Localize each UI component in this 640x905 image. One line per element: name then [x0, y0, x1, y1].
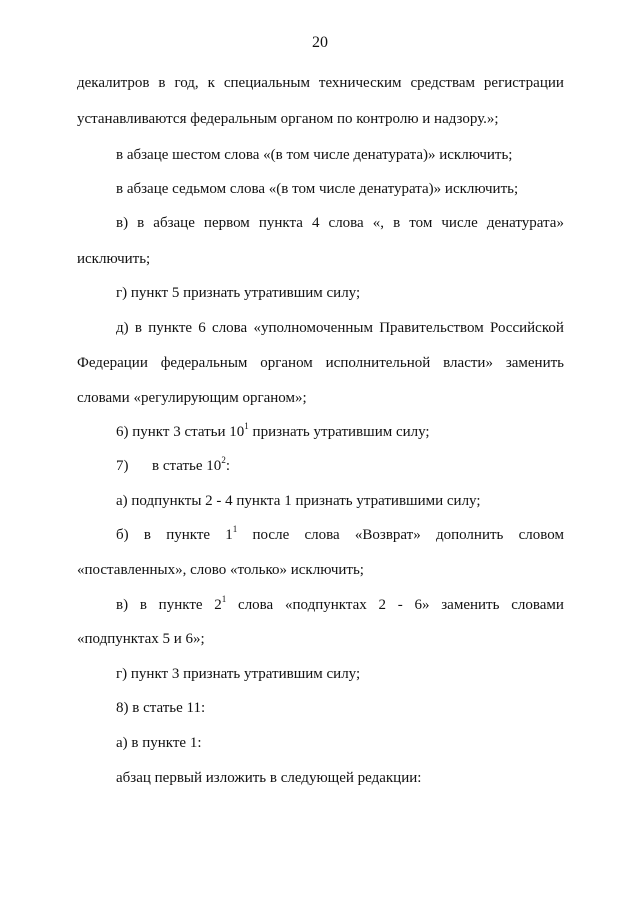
word: слова: [304, 527, 340, 543]
word: органом: [260, 355, 313, 371]
word: заменить: [505, 355, 564, 371]
line-12-number: 7): [116, 458, 129, 474]
word: слова: [238, 597, 274, 613]
word: год,: [174, 75, 199, 91]
word: б): [116, 527, 129, 543]
text-line-12: [116, 456, 129, 476]
word: «,: [372, 215, 385, 231]
text-line-4: в абзаце седьмом слова «(в том числе денатурата)» исключить;: [116, 181, 519, 197]
text-line-2: устанавливаются федеральным органом по контролю и надзору.»;: [77, 111, 499, 127]
text-line-1: [77, 73, 564, 93]
word: словом: [518, 527, 564, 543]
word: регистрации: [483, 75, 564, 91]
word: том: [409, 215, 433, 231]
word: слова: [328, 215, 364, 231]
word: средствам: [410, 75, 475, 91]
line-11-text-post: признать утратившим силу;: [248, 424, 430, 440]
word: пункта: [258, 215, 303, 231]
word: в: [137, 215, 145, 231]
word: исполнительной: [325, 355, 431, 371]
word: специальным: [223, 75, 310, 91]
word: «Возврат»: [354, 527, 421, 543]
word: власти»: [443, 355, 493, 371]
superscript: 1: [232, 524, 238, 534]
word: числе: [441, 215, 478, 231]
word: после: [252, 527, 290, 543]
word: Российской: [489, 320, 564, 336]
line-11-superscript: 1: [244, 421, 249, 431]
word: в: [143, 527, 151, 543]
word: абзаце: [153, 215, 195, 231]
word: в): [116, 215, 129, 231]
word: пункте: [166, 527, 211, 543]
line-12-superscript: 2: [221, 455, 226, 465]
word: 4: [311, 215, 320, 231]
text-line-7: г) пункт 5 признать утратившим силу;: [116, 285, 361, 301]
text-line-3: в абзаце шестом слова «(в том числе денатурата)» исключить;: [116, 147, 513, 163]
text-line-17: «подпунктах 5 и 6»;: [77, 631, 205, 647]
word: д): [116, 320, 129, 336]
word: пункте: [148, 320, 193, 336]
word: словами: [511, 597, 564, 613]
word: техническим: [318, 75, 402, 91]
word: в: [393, 215, 401, 231]
word: федеральным: [160, 355, 248, 371]
text-line-5: [116, 213, 564, 233]
line-12-text-post: :: [225, 458, 230, 474]
word: Федерации: [77, 355, 148, 371]
word: денатурата»: [486, 215, 564, 231]
text-line-21: абзац первый изложить в следующей редакции:: [116, 770, 422, 786]
word: в: [134, 320, 142, 336]
text-line-6: исключить;: [77, 251, 151, 267]
text-line-9: [77, 353, 564, 373]
word: первом: [203, 215, 250, 231]
text-line-11: [116, 422, 430, 442]
text-line-16: [116, 595, 564, 615]
word: в: [139, 597, 147, 613]
word: «подпунктах: [284, 597, 367, 613]
word: «уполномоченным: [253, 320, 373, 336]
word: дополнить: [435, 527, 504, 543]
text-line-18: г) пункт 3 признать утратившим силу;: [116, 666, 361, 682]
text-line-8: [116, 318, 564, 338]
word: декалитров: [77, 75, 150, 91]
word: 6: [198, 320, 206, 336]
word-with-superscript: $2^1$: [214, 594, 227, 613]
word: к: [207, 75, 215, 91]
text-line-19: 8) в статье 11:: [116, 700, 206, 716]
text-line-14: [116, 525, 564, 545]
word: в: [158, 75, 166, 91]
superscript: 1: [221, 594, 227, 604]
word: заменить: [441, 597, 500, 613]
word: в): [116, 597, 129, 613]
page-number: 20: [312, 34, 328, 51]
text-line-12-body: [152, 456, 230, 476]
text-line-13: а) подпункты 2 - 4 пункта 1 признать утратившими силу;: [116, 493, 481, 509]
text-line-10: словами «регулирующим органом»;: [77, 390, 307, 406]
line-11-text-pre: 6) пункт 3 статьи 10: [116, 424, 245, 440]
word: -: [397, 597, 403, 613]
word: слова: [212, 320, 248, 336]
word: пункте: [158, 597, 203, 613]
word: 2: [378, 597, 386, 613]
text-line-15: «поставленных», слово «только» исключить;: [77, 562, 364, 578]
word: 6»: [414, 597, 430, 613]
line-12-text-pre: в статье 10: [152, 458, 222, 474]
word: Правительством: [379, 320, 484, 336]
text-line-20: а) в пункте 1:: [116, 735, 202, 751]
word-with-superscript: $1^1$: [225, 524, 238, 543]
